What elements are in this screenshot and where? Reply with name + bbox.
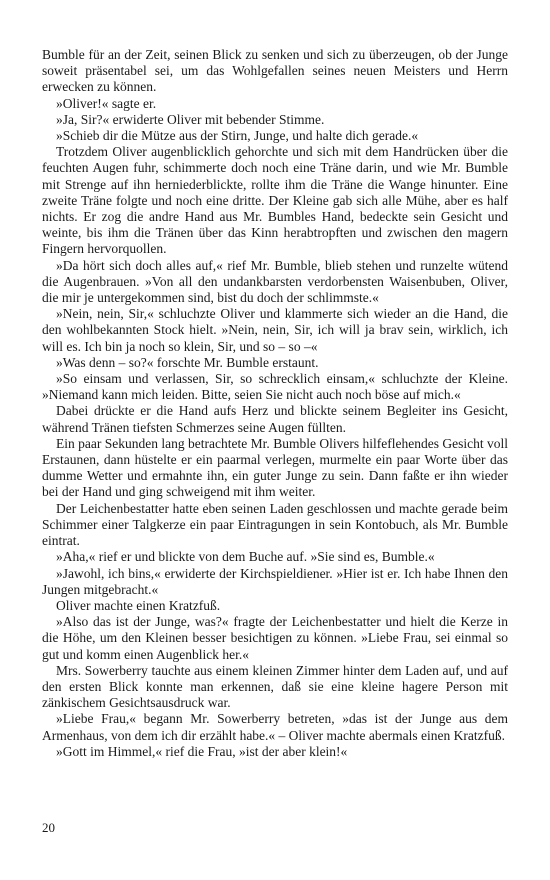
paragraph-9: Dabei drückte er die Hand aufs Herz und blickte seinem Begleiter ins Gesicht, während Tränen tiefsten Schmerzes seine Augen füllten. (42, 403, 508, 435)
paragraph-12: »Aha,« rief er und blickte von dem Buche auf. »Sie sind es, Bumble.« (56, 549, 435, 565)
paragraph-7: »Was denn – so?« forschte Mr. Bumble erstaunt. (56, 354, 319, 370)
paragraph-4: Trotzdem Oliver augenblicklich gehorchte und sich mit dem Handrücken über die feuchten Augen fuhr, schimmerte doch noch eine Träne darin, und wie Mr. Bumble mit Strenge auf ihn herniederblickte, rollte ihm die Träne die Wange hinunter. Eine zweite Träne folgte und noch eine dritte. Der Kleine gab sich alle Mühe, aber es half nichts. Er zog die andre Hand aus Mr. Bumbles Hand, bedeckte sein Gesicht und weinte, bis ihm die Tränen über das Kinn herabtropften und zwischen den magern Fingern hervorquollen. (42, 144, 508, 257)
paragraph-13: »Jawohl, ich bins,« erwiderte der Kirchspieldiener. »Hier ist er. Ich habe Ihnen den Jungen mitgebracht.« (42, 565, 508, 597)
paragraph-10: Ein paar Sekunden lang betrachtete Mr. Bumble Olivers hilfeflehendes Gesicht voll Erstaunen, dann hüstelte er ein paarmal verlegen, murmelte ein paar Worte über das dumme Wetter und ermahnte ihn, ein guter Junge zu sein. Dann faßte er ihn wieder bei der Hand und ging schweigend mit ihm weiter. (42, 435, 508, 500)
body-text (42, 47, 508, 760)
paragraph-5: »Da hört sich doch alles auf,« rief Mr. Bumble, blieb stehen und runzelte wütend die Augenbrauen. »Von all den undankbarsten verdorbensten Waisenbuben, Oliver, die mir je untergekommen sind, bist du doch der schlimmste.« (42, 257, 508, 306)
paragraph-18: »Gott im Himmel,« rief die Frau, »ist der aber klein!« (56, 743, 348, 759)
paragraph-1: »Oliver!« sagte er. (56, 95, 157, 111)
paragraph-11: Der Leichenbestatter hatte eben seinen Laden geschlossen und machte gerade beim Schimmer einer Talgkerze ein paar Eintragungen in sein Kontobuch, als Mr. Bumble eintrat. (42, 500, 508, 549)
paragraph-6: »Nein, nein, Sir,« schluchzte Oliver und klammerte sich wieder an die Hand, die den wohlbekannten Stock hielt. »Nein, nein, Sir, ich will ja brav sein, wirklich, ich will es. Ich bin ja noch so klein, Sir, und so – so –« (42, 306, 508, 354)
paragraph-0: Bumble für an der Zeit, seinen Blick zu senken und sich zu überzeugen, ob der Junge soweit präsentabel sei, um das Wohlgefallen seines neuen Meisters und Herrn erwecken zu können. (42, 47, 508, 95)
paragraph-3: »Schieb dir die Mütze aus der Stirn, Junge, und halte dich gerade.« (56, 128, 419, 144)
paragraph-17: »Liebe Frau,« begann Mr. Sowerberry betreten, »das ist der Junge aus dem Armenhaus, von dem ich dir erzählt habe.« – Oliver machte abermals einen Kratzfuß. (42, 711, 508, 743)
page-number: 20 (42, 820, 55, 835)
paragraph-14: Oliver machte einen Kratzfuß. (56, 597, 221, 613)
paragraph-16: Mrs. Sowerberry tauchte aus einem kleinen Zimmer hinter dem Laden auf, und auf den ersten Blick konnte man erkennen, daß sie eine kleine hagere Person mit zänkischem Gesichtsausdruck war. (42, 662, 508, 711)
paragraph-15: »Also das ist der Junge, was?« fragte der Leichenbestatter und hielt die Kerze in die Höhe, um den Kleinen besser besichtigen zu können. »Liebe Frau, sei einmal so gut und komm einen Augenblick her.« (42, 614, 508, 662)
paragraph-8: »So einsam und verlassen, Sir, so schrecklich einsam,« schluchzte der Kleine. »Niemand kann mich leiden. Bitte, seien Sie nicht auch noch böse auf mich.« (42, 371, 508, 403)
paragraph-2: »Ja, Sir?« erwiderte Oliver mit bebender Stimme. (56, 111, 325, 127)
